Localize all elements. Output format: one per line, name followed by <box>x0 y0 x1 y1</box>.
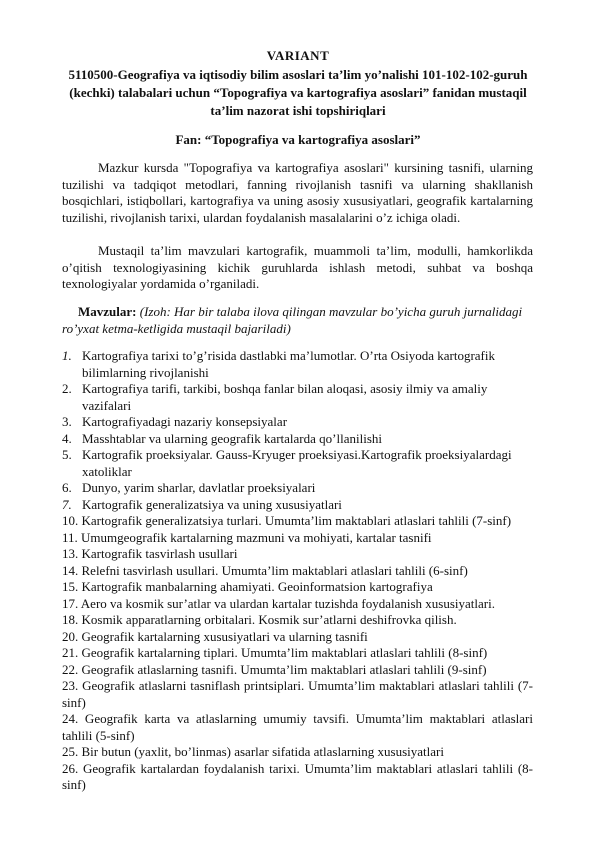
topic-item: 25. Bir butun (yaxlit, bo’linmas) asarlar sifatida atlaslarning xususiyatlari <box>62 744 444 759</box>
full-topics <box>62 513 533 794</box>
topic-item: 20. Geografik kartalarning xususiyatlari va ularning tasnifi <box>62 628 368 644</box>
topic-text: Kartografiya tarifi, tarkibi, boshqa fanlar bilan aloqasi, asosiy ilmiy va amaliy vazifalari <box>82 381 488 413</box>
topic-item: 14. Relefni tasvirlash usullari. Umumta’lim maktablari atlaslari tahlili (6-sinf) <box>62 562 468 578</box>
topic-item <box>62 447 533 480</box>
topic-item: 13. Kartografik tasvirlash usullari <box>62 546 238 561</box>
topic-text: Kartografik generalizatsiya va uning xususiyatlari <box>82 496 342 512</box>
topic-item: 17. Aero va kosmik sur’atlar va ulardan kartalar tuzishda foydalanish xususiyatlari. <box>62 595 495 611</box>
topic-number: 3. <box>62 414 72 429</box>
subject-heading: Fan: “Topografiya va kartografiya asoslari” <box>175 132 421 147</box>
topic-item: 10. Kartografik generalizatsiya turlari. Umumta’lim maktablari atlaslari tahlili (7-sinf) <box>62 513 512 528</box>
topic-text: Kartografik proeksiyalar. Gauss-Kryuger proeksiyasi.Kartografik proeksiyalardagi xatoliklar <box>82 447 512 479</box>
topic-item <box>62 480 533 497</box>
topic-text: Masshtablar va ularning geografik kartalarda qo’llanilishi <box>82 430 382 446</box>
topic-item: 24. Geografik karta va atlaslarning umumiy tavsifi. Umumta’lim maktablari atlaslari tahlili (5-sinf) <box>62 711 533 743</box>
intro-paragraph-2: Mustaqil ta’lim mavzulari kartografik, muammoli ta’lim, modulli, hamkorlikda o’qitish texnologiyasining kichik guruhlarda ishlash metodi, suhbat va boshqa texnologiyalar yordamida o’rganiladi. <box>62 243 533 291</box>
topic-text: Kartografiyadagi nazariy konsepsiyalar <box>82 414 288 429</box>
topic-text: Dunyo, yarim sharlar, davlatlar proeksiyalari <box>82 480 316 495</box>
topic-item <box>62 381 533 414</box>
topic-item: 26. Geografik kartalardan foydalanish tarixi. Umumta’lim maktablari atlaslari tahlili (8-sinf) <box>62 760 533 792</box>
variant-heading: VARIANT <box>266 48 330 63</box>
topic-item: 11. Umumgeografik kartalarning mazmuni va mohiyati, kartalar tasnifi <box>62 529 432 545</box>
topic-item: 21. Geografik kartalarning tiplari. Umumta’lim maktablari atlaslari tahlili (8-sinf) <box>62 645 488 660</box>
topic-item: 23. Geografik atlaslarni tasniflash printsiplari. Umumta’lim maktablari atlaslari tahlili (7-sinf) <box>62 678 533 710</box>
topics-label: Mavzular: <box>78 304 137 319</box>
topic-number: 5. <box>62 447 72 462</box>
topic-item: 15. Kartografik manbalarning ahamiyati. Geoinformatsion kartografiya <box>62 579 433 594</box>
topic-item <box>62 497 533 514</box>
topic-text: Kartografiya tarixi to’g’risida dastlabki ma’lumotlar. O’rta Osiyoda kartografik bilimlarning rivojlanishi <box>82 348 495 380</box>
intro-paragraph-1: Mazkur kursda "Topografiya va kartografiya asoslari" kursining tasnifi, ularning tuzilishi va tadqiqot metodlari, fanning rivojlanish tasnifi va ularning shakllanish bosqichlari, istiqbollari, kartografiya va uning asosiy xususiyatlari, geografik kartalarning tuzilishi, rivojlanish tarixi, ulardan foydalanish masalalarini o’z ichiga oladi. <box>62 160 533 225</box>
topic-number: 6. <box>62 480 72 495</box>
topic-number: 7. <box>62 496 72 512</box>
topic-item: 18. Kosmik apparatlarning orbitalari. Kosmik sur’atlarni deshifrovka qilish. <box>62 612 457 627</box>
topic-number: 2. <box>62 381 72 396</box>
topic-item: 22. Geografik atlaslarning tasnifi. Umumta’lim maktablari atlaslari tahlili (9-sinf) <box>62 661 487 677</box>
topic-number: 4. <box>62 430 72 446</box>
topics-note: (Izoh: Har bir talaba ilova qilingan mavzular bo’yicha guruh jurnalidagi ro’yxat ketma-ketligida mustaqil bajariladi) <box>62 304 523 336</box>
document-title: 5110500-Geografiya va iqtisodiy bilim asoslari ta’lim yo’nalishi 101-102-102-guruh (kechki) talabalari uchun “Topografiya va kartografiya asoslari” fanidan mustaqil ta’lim nazorat ishi topshiriqlari <box>68 67 528 118</box>
topics-list <box>62 348 533 794</box>
topic-item <box>62 348 533 381</box>
topics-header <box>62 304 533 337</box>
numbered-topics <box>62 348 533 513</box>
topic-item <box>62 414 533 431</box>
topic-number: 1. <box>62 348 72 363</box>
topic-item <box>62 431 533 448</box>
